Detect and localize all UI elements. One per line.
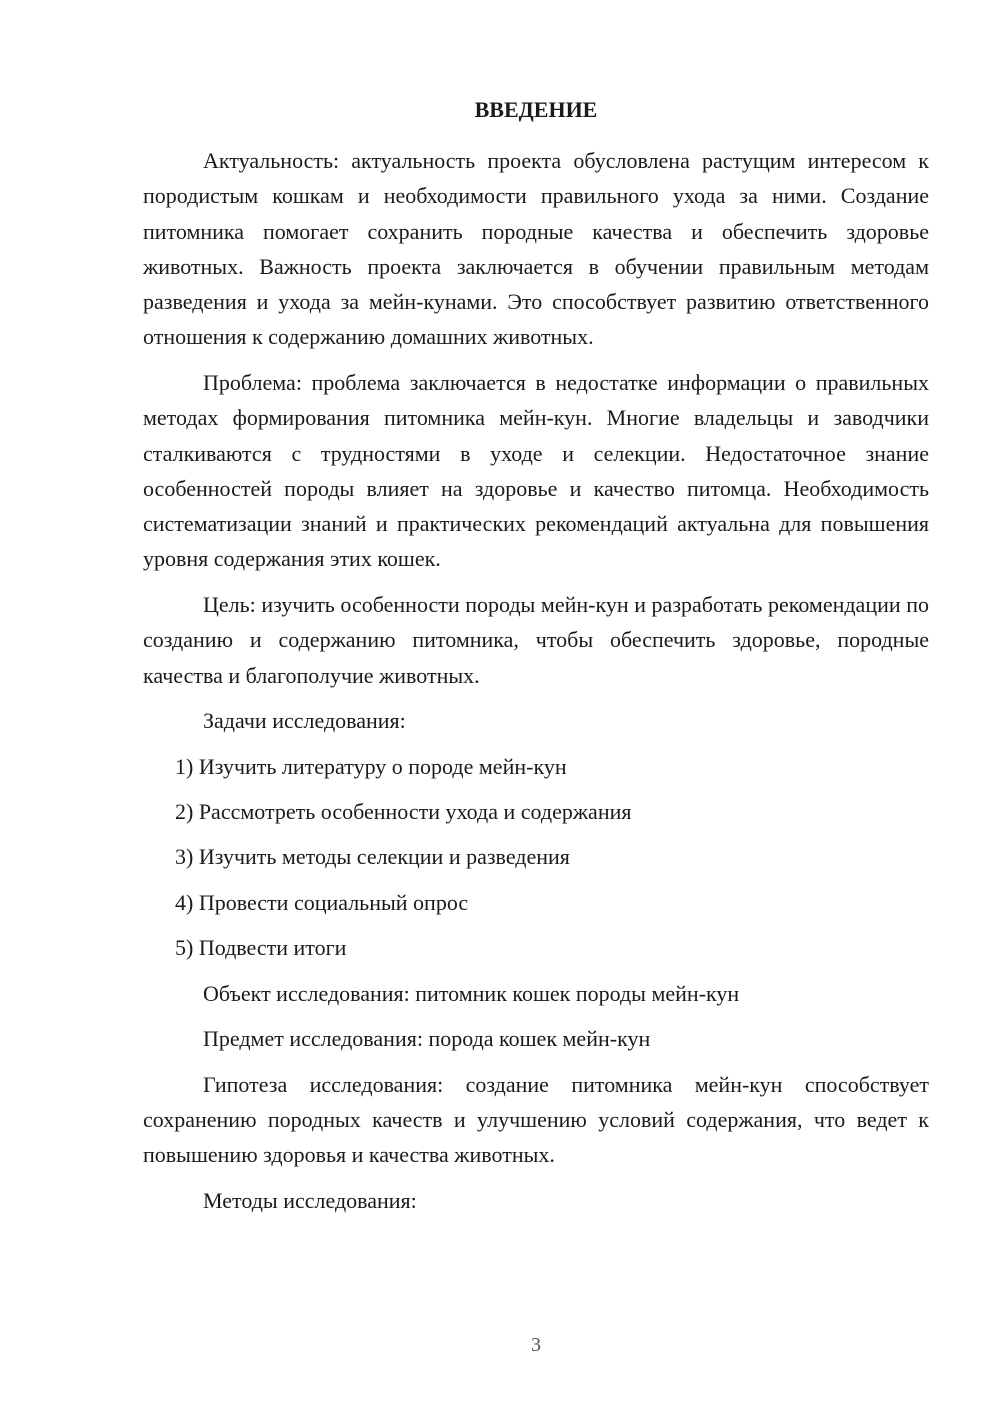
page-title: ВВЕДЕНИЕ	[474, 97, 598, 122]
list-item: 5) Подвести итоги	[175, 935, 347, 961]
list-item: 4) Провести социальный опрос	[175, 889, 469, 915]
list-item: 3) Изучить методы селекции и разведения	[175, 844, 570, 870]
list-item: 2) Рассмотреть особенности ухода и содержания	[175, 798, 632, 824]
problem-paragraph: Проблема: проблема заключается в недостатке информации о правильных методах формирования питомника мейн-кун. Многие владельцы и заводчики сталкиваются с трудностями в уходе и селекции. Недостаточное знание особенностей породы влияет на здоровье и качество питомца. Необходимость систематизации знаний и практических рекомендаций актуальна для повышения уровня содержания этих кошек.	[143, 369, 929, 572]
hypothesis-paragraph: Гипотеза исследования: создание питомника мейн-кун способствует сохранению породных качеств и улучшению условий содержания, что ведет к повышению здоровья и качества животных.	[143, 1071, 929, 1168]
list-item: 1) Изучить литературу о породе мейн-кун	[175, 753, 567, 779]
tasks-list	[143, 749, 929, 966]
relevance-paragraph: Актуальность: актуальность проекта обусловлена растущим интересом к породистым кошкам и необходимости правильного ухода за ними. Создание питомника помогает сохранить породные качества и обеспечить здоровье животных. Важность проекта заключается в обучении правильным методам разведения и ухода за мейн-кунами. Это способствует развитию ответственного отношения к содержанию домашних животных.	[143, 148, 929, 350]
page-number: 3	[531, 1334, 541, 1356]
subject-paragraph: Предмет исследования: порода кошек мейн-кун	[203, 1026, 651, 1052]
methods-heading: Методы исследования:	[203, 1187, 417, 1213]
object-paragraph: Объект исследования: питомник кошек породы мейн-кун	[203, 980, 740, 1006]
goal-paragraph: Цель: изучить особенности породы мейн-кун и разработать рекомендации по созданию и содержанию питомника, чтобы обеспечить здоровье, породные качества и благополучие животных.	[143, 591, 929, 688]
body-text	[143, 143, 929, 1218]
tasks-heading: Задачи исследования:	[203, 708, 406, 734]
